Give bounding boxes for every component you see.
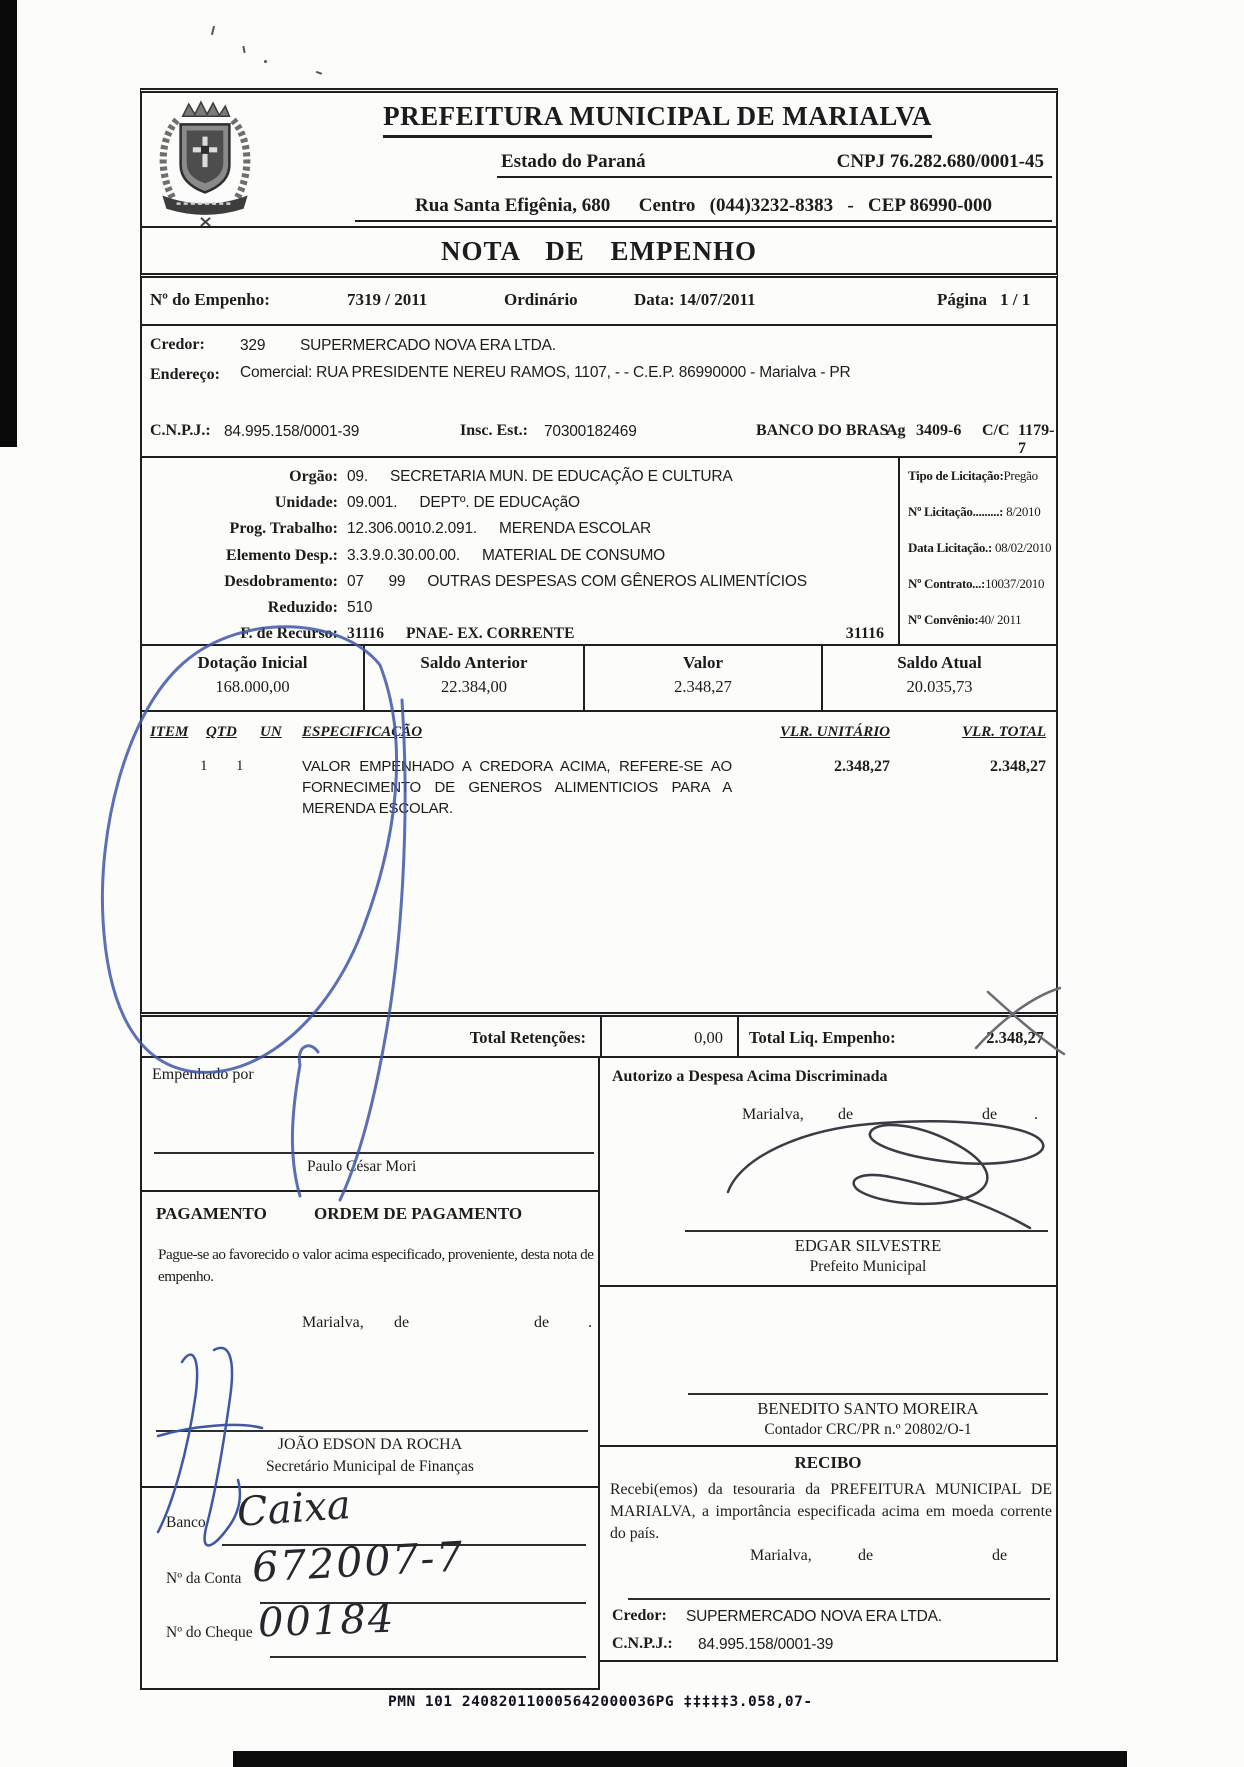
conta-label: Nº da Conta xyxy=(166,1570,242,1587)
ordem-pagamento-title: ORDEM DE PAGAMENTO xyxy=(314,1204,523,1223)
signature-line xyxy=(156,1430,588,1432)
saldo-anterior-cell xyxy=(363,646,583,710)
endereco-value: Comercial: RUA PRESIDENTE NEREU RAMOS, 1107, - - C.E.P. 86990000 - Marialva - PR xyxy=(240,364,851,381)
pagamento-title: PAGAMENTO xyxy=(156,1204,267,1223)
licitacao-contrato xyxy=(908,576,1054,612)
handwritten-cheque-number: 00184 xyxy=(257,1595,397,1647)
scan-speckle xyxy=(211,26,215,35)
dotacao-inicial-cell xyxy=(142,646,363,710)
cell-value: 168.000,00 xyxy=(215,677,290,696)
de-word: de xyxy=(394,1314,410,1331)
row-label: Reduzido: xyxy=(267,599,338,617)
row-desc: DEPTº. DE EDUCAçãO xyxy=(419,494,580,512)
cell-value: 22.384,00 xyxy=(441,677,507,696)
endereco-label: Endereço: xyxy=(150,366,220,383)
cell-label: Valor xyxy=(683,653,723,672)
item-unit-value: 2.348,27 xyxy=(834,758,890,775)
saldo-atual-cell xyxy=(821,646,1056,710)
total-liquido-label: Total Liq. Empenho: xyxy=(749,1028,896,1047)
de-word: de xyxy=(992,1547,1008,1564)
items-table xyxy=(140,712,1058,1012)
lic-value: Pregão xyxy=(1003,468,1038,483)
autorizo-box xyxy=(600,1058,1056,1287)
empenho-info-row xyxy=(140,278,1058,326)
item-qty: 1 xyxy=(236,758,244,774)
row-label: F. de Recurso: xyxy=(240,625,338,643)
signature-line xyxy=(628,1598,1050,1600)
scan-edge-artifact-bottom xyxy=(233,1751,1127,1767)
licitacao-numero xyxy=(908,504,1054,540)
header-address: Rua Santa Efigênia, 680 Centro (044)3232-8383 - CEP 86990-000 xyxy=(355,195,1052,222)
handwritten-account-number: 672007-7 xyxy=(250,1532,466,1592)
recibo-box xyxy=(600,1447,1056,1662)
signature-line xyxy=(685,1230,1048,1232)
lic-label: Tipo de Licitação: xyxy=(908,468,1004,483)
credor-name: SUPERMERCADO NOVA ERA LTDA. xyxy=(300,337,556,354)
row-label: Unidade: xyxy=(274,494,338,512)
recibo-credor-value: SUPERMERCADO NOVA ERA LTDA. xyxy=(686,1608,942,1625)
empenho-date: 14/07/2011 xyxy=(679,290,756,309)
de-word: de xyxy=(858,1547,874,1564)
col-header-un: UN xyxy=(260,724,282,740)
col-header-especificacao: ESPECIFICAÇÃO xyxy=(302,724,423,740)
lic-value: 08/02/2010 xyxy=(992,540,1052,555)
contador-nome: BENEDITO SANTO MOREIRA xyxy=(757,1399,979,1418)
city-line: Marialva, xyxy=(742,1106,804,1123)
scan-edge-artifact-left xyxy=(0,0,17,447)
item-total-value: 2.348,27 xyxy=(990,758,1046,775)
empenho-form xyxy=(140,88,1058,1690)
cell-value: 20.035,73 xyxy=(906,677,973,696)
row-label: Desdobramento: xyxy=(224,572,338,590)
municipal-coat-of-arms-icon xyxy=(152,98,258,226)
secretario-nome: JOÃO EDSON DA ROCHA xyxy=(277,1436,463,1453)
total-retencoes-label: Total Retenções: xyxy=(469,1028,586,1047)
col-header-item: ITEM xyxy=(150,724,189,740)
row-desc: MATERIAL DE CONSUMO xyxy=(481,546,666,564)
empenho-number-label: Nº do Empenho: xyxy=(150,290,270,309)
de-word: de xyxy=(534,1314,550,1331)
saldos-row xyxy=(140,646,1058,712)
total-liquido-value: 2.348,27 xyxy=(986,1028,1044,1047)
scan-speckle xyxy=(264,60,267,63)
lic-value: 10037/2010 xyxy=(985,576,1045,591)
signature-line xyxy=(154,1152,594,1154)
col-header-qtd: QTD xyxy=(206,724,237,740)
empenho-type: Ordinário xyxy=(504,290,578,309)
lic-label: Nº Convênio: xyxy=(908,612,979,627)
col-header-vlr-total: VLR. TOTAL xyxy=(962,724,1046,740)
bank-account-label: C/C xyxy=(982,422,1010,439)
handwritten-bank-name: Caixa xyxy=(235,1482,353,1536)
row-code: 12.306.0010.2.091. xyxy=(347,520,477,538)
banco-label: Banco xyxy=(166,1514,206,1531)
budget-classification-box xyxy=(140,458,1058,646)
divider-line xyxy=(142,1486,598,1488)
licitacao-convenio xyxy=(908,612,1054,648)
credor-label: Credor: xyxy=(150,336,205,353)
header-line2 xyxy=(497,151,1052,178)
city-line: Marialva, xyxy=(302,1314,364,1331)
lic-label: Nº Licitação.........: xyxy=(908,504,1004,519)
row-desc: OUTRAS DESPESAS COM GÊNEROS ALIMENTÍCIOS xyxy=(427,572,807,590)
header-state: Estado do Paraná xyxy=(501,151,646,172)
lic-value: 40/ 2011 xyxy=(978,612,1022,627)
row-label: Orgão: xyxy=(289,468,338,485)
bank-agency-label: Ag xyxy=(886,422,906,439)
bank-agency: 3409-6 xyxy=(916,422,962,439)
cheque-fill-line xyxy=(270,1656,586,1658)
prefeito-nome: EDGAR SILVESTRE xyxy=(794,1236,942,1255)
total-liquido-cell xyxy=(737,1017,1056,1056)
right-column xyxy=(600,1058,1058,1662)
credor-box xyxy=(140,326,1058,458)
city-line: Marialva, xyxy=(750,1547,812,1564)
lic-label: Nº Contrato...: xyxy=(908,576,986,591)
machine-print-code: PMN 101 240820110005642000036PG ‡‡‡‡‡3.058,07- xyxy=(388,1694,813,1710)
insc-label: Insc. Est.: xyxy=(460,422,529,439)
row-desc: PNAE- EX. CORRENTE xyxy=(406,625,575,643)
contador-box xyxy=(600,1287,1056,1447)
pagamento-text: Pague-se ao favorecido o valor acima especificado, proveniente, desta nota de empenho. xyxy=(158,1246,594,1285)
scan-speckle xyxy=(242,46,245,53)
item-number: 1 xyxy=(200,758,208,774)
signature-line xyxy=(688,1393,1048,1395)
row-label: Prog. Trabalho: xyxy=(229,520,338,538)
contador-cargo: Contador CRC/PR n.º 20802/O-1 xyxy=(764,1421,972,1438)
period-mark: . xyxy=(1034,1106,1038,1123)
bottom-section xyxy=(140,1058,1058,1690)
de-word: de xyxy=(838,1106,854,1123)
doc-title-bar xyxy=(140,228,1058,278)
licitacao-cell xyxy=(898,458,1056,644)
cell-label: Saldo Atual xyxy=(897,653,982,672)
recibo-credor-label: Credor: xyxy=(612,1607,667,1624)
recibo-cnpj-value: 84.995.158/0001-39 xyxy=(698,1636,834,1653)
period-mark: . xyxy=(588,1314,592,1331)
prefeito-cargo: Prefeito Municipal xyxy=(809,1258,927,1275)
empenho-number: 7319 / 2011 xyxy=(347,290,428,309)
licitacao-tipo xyxy=(908,468,1054,504)
form-header xyxy=(140,88,1058,228)
recibo-title: RECIBO xyxy=(794,1453,862,1472)
totals-row xyxy=(140,1012,1058,1058)
left-column xyxy=(140,1058,600,1690)
cnpj-value: 84.995.158/0001-39 xyxy=(224,423,360,440)
row-code: 510 xyxy=(347,599,373,617)
credor-code: 329 xyxy=(240,337,266,354)
doc-title: NOTA DE EMPENHO xyxy=(440,236,758,266)
row-label: Elemento Desp.: xyxy=(226,546,338,564)
cheque-label: Nº do Cheque xyxy=(166,1624,253,1641)
row-code: 07 99 xyxy=(347,572,406,590)
empenhado-por-cell xyxy=(142,1058,598,1192)
row-code: 3.3.9.0.30.00.00. xyxy=(347,546,460,564)
valor-cell xyxy=(583,646,821,710)
autorizo-title: Autorizo a Despesa Acima Discriminada xyxy=(612,1068,888,1085)
cell-label: Dotação Inicial xyxy=(197,653,308,672)
empenho-date-label: Data: xyxy=(634,290,675,309)
cell-value: 2.348,27 xyxy=(674,677,732,696)
header-cnpj: CNPJ 76.282.680/0001-45 xyxy=(836,151,1044,172)
lic-value: 8/2010 xyxy=(1003,504,1041,519)
insc-value: 70300182469 xyxy=(544,423,637,440)
org-name-wrap xyxy=(267,101,1048,138)
secretario-cargo: Secretário Municipal de Finanças xyxy=(266,1458,474,1475)
bank-name: BANCO DO BRAS xyxy=(756,422,889,439)
scan-speckle xyxy=(316,65,324,75)
total-retencoes-value: 0,00 xyxy=(600,1017,737,1056)
org-name: PREFEITURA MUNICIPAL DE MARIALVA xyxy=(383,101,932,138)
row-code: 31116 xyxy=(347,625,385,643)
recibo-text: Recebi(emos) da tesouraria da PREFEITURA MUNICIPAL DE MARIALVA, a importância especificada acima em moeda corrente do país. xyxy=(610,1481,1052,1542)
de-word: de xyxy=(982,1106,998,1123)
page-label: Página xyxy=(937,290,988,309)
empenhado-por-nome: Paulo César Mori xyxy=(307,1158,417,1175)
row-code: 09.001. xyxy=(347,494,398,512)
col-header-vlr-unitario: VLR. UNITÁRIO xyxy=(779,724,890,740)
lic-label: Data Licitação.: xyxy=(908,540,993,555)
row-code: 09. xyxy=(347,468,368,485)
recibo-cnpj-label: C.N.P.J.: xyxy=(612,1635,673,1652)
empenhado-por-label: Empenhado por xyxy=(152,1066,254,1083)
licitacao-data xyxy=(908,540,1054,576)
cell-label: Saldo Anterior xyxy=(420,653,528,672)
row-desc: SECRETARIA MUN. DE EDUCAÇÃO E CULTURA xyxy=(389,468,733,485)
page-number: 1 / 1 xyxy=(1000,290,1031,309)
bank-account: 1179-7 xyxy=(1018,422,1055,457)
row-desc: MERENDA ESCOLAR xyxy=(499,520,652,538)
recurso-code-right: 31116 xyxy=(845,625,884,643)
item-specification: VALOR EMPENHADO A CREDORA ACIMA, REFERE-SE AO FORNECIMENTO DE GENEROS ALIMENTICIOS PARA A MERENDA ESCOLAR. xyxy=(302,758,732,817)
cnpj-label: C.N.P.J.: xyxy=(150,422,211,439)
